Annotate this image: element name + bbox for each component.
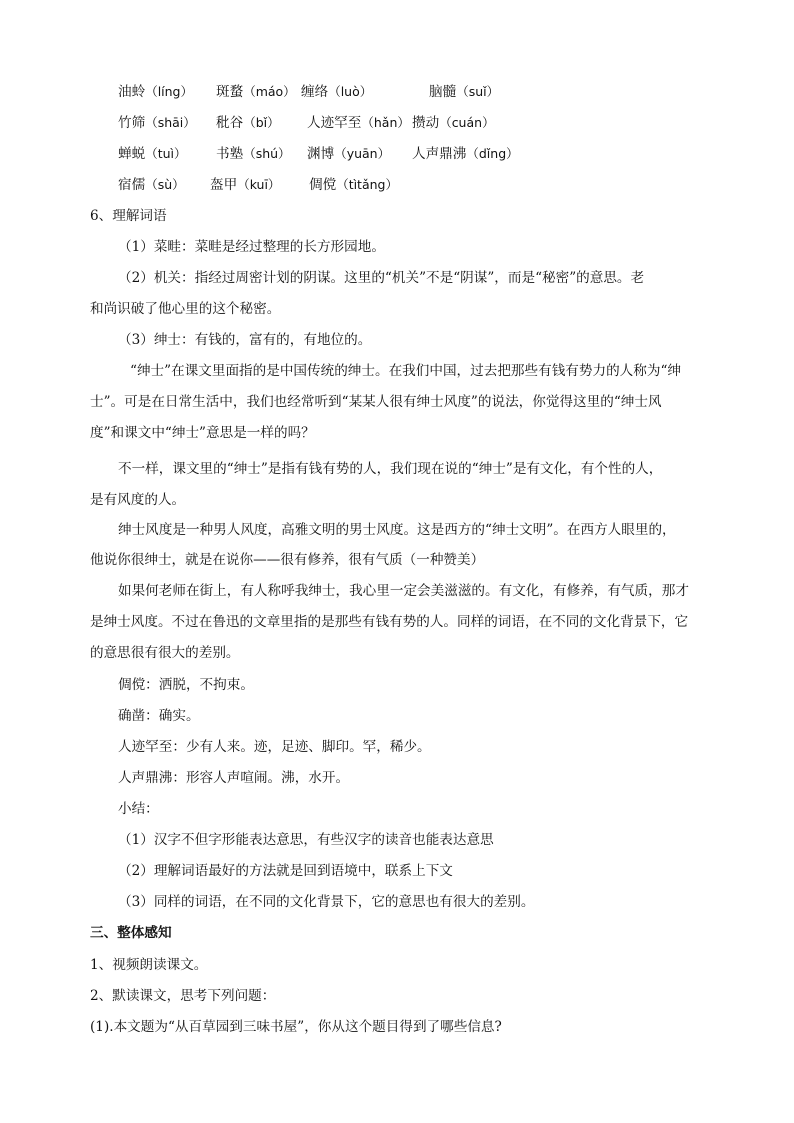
vocab-item: 秕谷（bǐ） — [216, 115, 280, 131]
paragraph-line: 士”。可是在日常生活中，我们也经常听到“某某人很有绅士风度”的说法，你觉得这里的“绅士风 — [90, 394, 662, 410]
paragraph-line: “绅士”在课文里面指的是中国传统的绅士。在我们中国，过去把那些有钱有势力的人称为“绅 — [130, 363, 682, 379]
vocab-item: 人声鼎沸（dǐng） — [412, 146, 519, 162]
vocab-item: 斑蝥（máo） — [216, 84, 296, 100]
vocab-item: 竹筛（shāi） — [118, 115, 196, 131]
gloss-item: 倜傥：洒脱，不拘束。 — [118, 677, 254, 693]
gloss-item: 人声鼎沸：形容人声喧闹。沸，水开。 — [118, 770, 350, 786]
paragraph-line: 是有风度的人。 — [90, 492, 186, 508]
paragraph-line: 他说你很绅士，就是在说你——很有修养，很有气质（一种赞美） — [90, 552, 485, 568]
definition-item: （2）机关：指经过周密计划的阴谋。这里的“机关”不是“阴谋”，而是“秘密”的意思。老 — [118, 270, 645, 286]
vocab-item: 倜傥（tìtǎng） — [309, 177, 398, 193]
vocab-item: 脑髓（suǐ） — [429, 84, 500, 100]
vocab-item: 书塾（shú） — [216, 146, 291, 162]
vocab-item: 攒动（cuán） — [412, 115, 495, 131]
definition-item: （1）菜畦：菜畦是经过整理的长方形园地。 — [118, 239, 385, 255]
vocab-item: 人迹罕至（hǎn） — [307, 115, 410, 131]
summary-heading: 小结： — [118, 801, 159, 817]
section-heading: 6、理解词语 — [90, 208, 167, 224]
gloss-item: 人迹罕至：少有人来。迹，足迹、脚印。罕，稀少。 — [118, 739, 431, 755]
paragraph-line: 不一样，课文里的“绅士”是指有钱有势的人，我们现在说的“绅士”是有文化，有个性的人， — [118, 461, 663, 477]
vocab-item: 油蛉（líng） — [118, 84, 193, 100]
definition-item-continuation: 和尚识破了他心里的这个秘密。 — [90, 301, 281, 317]
vocab-item: 蝉蜕（tuì） — [118, 146, 187, 162]
summary-item: （2）理解词语最好的方法就是回到语境中，联系上下文 — [118, 863, 453, 879]
vocab-item: 渊博（yuān） — [307, 146, 391, 162]
definition-item: （3）绅士：有钱的，富有的，有地位的。 — [118, 332, 372, 348]
summary-item: （1）汉字不但字形能表达意思，有些汉字的读音也能表达意思 — [118, 832, 494, 848]
vocab-item: 宿儒（sù） — [118, 177, 185, 193]
paragraph-line: 如果何老师在街上，有人称呼我绅士，我心里一定会美滋滋的。有文化，有修养，有气质，那才 — [118, 583, 689, 599]
paragraph-line: 的意思很有很大的差别。 — [90, 645, 240, 661]
gloss-item: 确凿：确实。 — [118, 708, 200, 724]
summary-item: （3）同样的词语，在不同的文化背景下，它的意思也有很大的差别。 — [118, 894, 535, 910]
paragraph-line: 度”和课文中“绅士”意思是一样的吗？ — [90, 425, 315, 441]
vocab-item: 缠络（luò） — [301, 84, 373, 100]
vocab-item: 盔甲（kuī） — [210, 177, 281, 193]
section-heading: 三、整体感知 — [90, 925, 172, 941]
step-item: 1、视频朗读课文。 — [90, 957, 208, 973]
paragraph-line: 绅士风度是一种男人风度，高雅文明的男士风度。这是西方的“绅士文明”。在西方人眼里的， — [118, 522, 676, 538]
paragraph-line: 是绅士风度。不过在鲁迅的文章里指的是那些有钱有势的人。同样的词语，在不同的文化背景下，它 — [90, 614, 689, 630]
step-item: 2、默读课文，思考下列问题： — [90, 988, 276, 1004]
question-item: (1).本文题为“从百草园到三味书屋”，你从这个题目得到了哪些信息? — [90, 1019, 502, 1035]
